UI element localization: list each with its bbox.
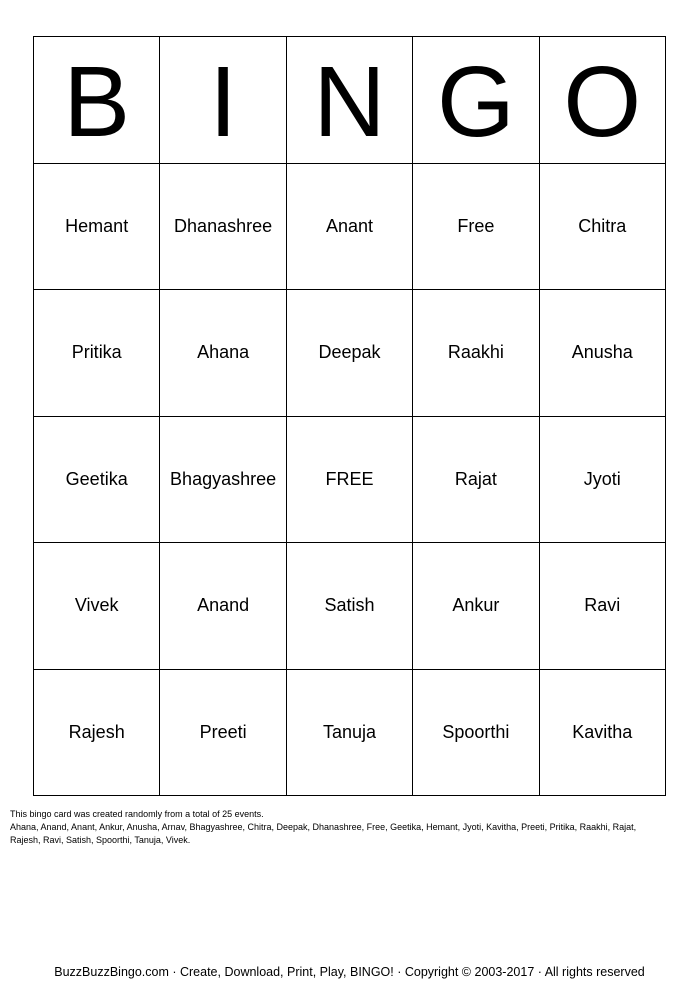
bingo-cell: Rajesh xyxy=(34,670,160,797)
bingo-cell: Preeti xyxy=(160,670,286,797)
bingo-cell: Raakhi xyxy=(413,290,539,417)
bingo-cell: Anusha xyxy=(540,290,666,417)
bingo-cell: Ankur xyxy=(413,543,539,670)
header-letter-g: G xyxy=(413,37,539,164)
bingo-cell: Jyoti xyxy=(540,417,666,544)
bingo-cell: Rajat xyxy=(413,417,539,544)
note-event-list: Ahana, Anand, Anant, Ankur, Anusha, Arnav, Bhagyashree, Chitra, Deepak, Dhanashree, Free, Geetika, Hemant, Jyoti, Kavitha, Preeti, Pritika, Raakhi, Rajat, xyxy=(10,822,637,832)
header-letter-i: I xyxy=(160,37,286,164)
bingo-cell: Vivek xyxy=(34,543,160,670)
bingo-cell: Kavitha xyxy=(540,670,666,797)
bingo-cell: Bhagyashree xyxy=(160,417,286,544)
bingo-cell: Dhanashree xyxy=(160,164,286,291)
bingo-cell: Tanuja xyxy=(287,670,413,797)
bingo-cell: Hemant xyxy=(34,164,160,291)
bingo-cell: Deepak xyxy=(287,290,413,417)
bingo-cell: Free xyxy=(413,164,539,291)
footer-copyright: BuzzBuzzBingo.com · Create, Download, Print, Play, BINGO! · Copyright © 2003-2017 · All rights reserved xyxy=(54,965,645,979)
header-letter-n: N xyxy=(287,37,413,164)
note-summary: This bingo card was created randomly from a total of 25 events. xyxy=(10,809,264,819)
bingo-cell: Anant xyxy=(287,164,413,291)
bingo-cell: Anand xyxy=(160,543,286,670)
bingo-cell: Satish xyxy=(287,543,413,670)
bingo-card xyxy=(33,36,666,796)
card-note xyxy=(10,808,690,847)
bingo-cell: Chitra xyxy=(540,164,666,291)
header-letter-b: B xyxy=(34,37,160,164)
bingo-cell: Geetika xyxy=(34,417,160,544)
note-event-list-continued: Rajesh, Ravi, Satish, Spoorthi, Tanuja, Vivek. xyxy=(10,835,191,845)
bingo-cell: Ahana xyxy=(160,290,286,417)
header-letter-o: O xyxy=(540,37,666,164)
bingo-cell: Pritika xyxy=(34,290,160,417)
bingo-cell: Spoorthi xyxy=(413,670,539,797)
bingo-cell: Ravi xyxy=(540,543,666,670)
bingo-free-space: FREE xyxy=(287,417,413,544)
